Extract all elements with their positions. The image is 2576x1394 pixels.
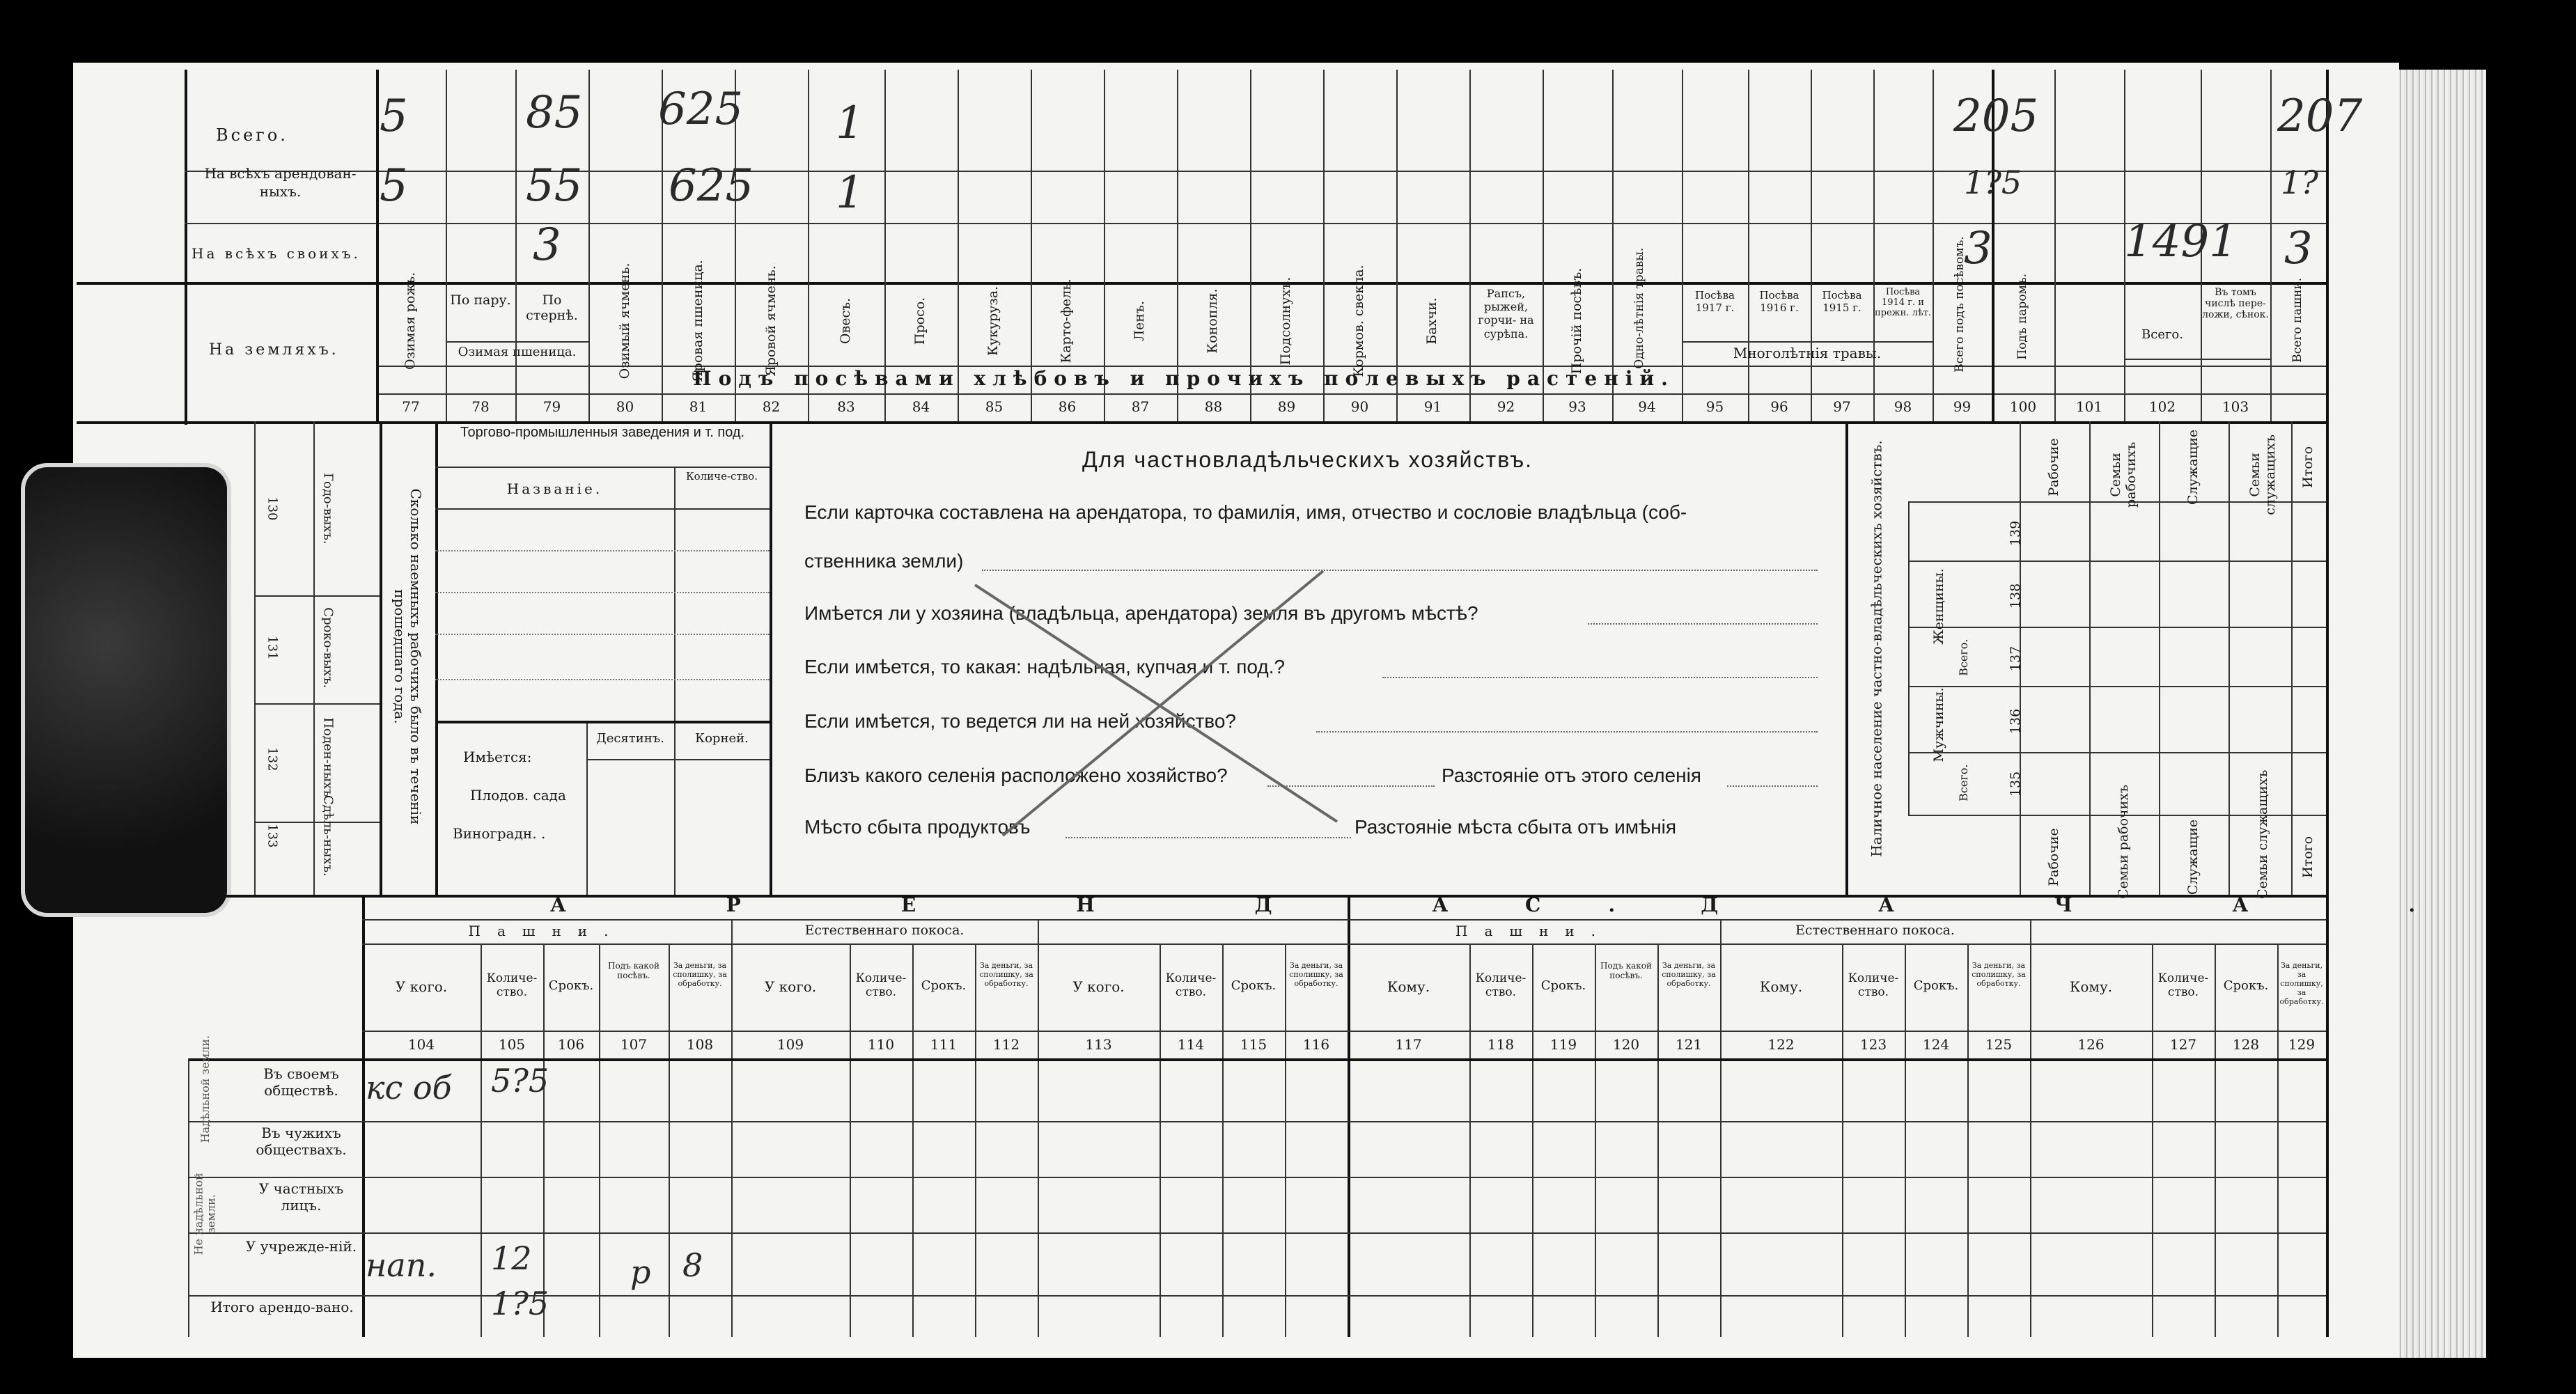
trade-has-label: Имѣется: — [463, 749, 532, 765]
hw-b-2: 5?5 — [491, 1062, 549, 1099]
worker-label-srokovyh: Сроко-выхъ. — [320, 607, 336, 689]
bottom-label-uchrezhdeniy: У учрежде-ній. — [245, 1238, 357, 1255]
bottom-label-itogo: Итого арендо-вано. — [210, 1299, 354, 1315]
arenda-srok-2: Срокъ. — [921, 978, 967, 993]
pop-col-footer-3: Служащие — [2185, 819, 2201, 895]
crop-num: 86 — [1058, 398, 1077, 415]
private-line-1: Если карточка составлена на арендатора, то фамилія, имя, отчество и сословіе владѣльца (соб- — [804, 501, 1687, 523]
crop-num: 78 — [471, 398, 490, 415]
private-line-4-fill — [1382, 677, 1818, 678]
pop-vsego-men: Всего. — [1956, 764, 1970, 801]
bottom-label-chastnyh: У частныхъ лицъ. — [258, 1180, 344, 1214]
arenda-srok-3: Срокъ. — [1231, 978, 1277, 993]
crop-num: 96 — [1770, 398, 1788, 415]
lease-num: 122 — [1767, 1036, 1795, 1053]
crop-subheader-ozimaya: Озимая пшеница. — [458, 345, 577, 359]
lease-num: 105 — [498, 1036, 526, 1053]
lease-num: 124 — [1922, 1036, 1950, 1053]
pop-col-header-4: Семьи служащихъ — [2247, 434, 2278, 515]
crop-header-96: Посѣва 1916 г. — [1759, 289, 1800, 314]
pop-col-footer-2: Семьи рабочихъ — [2116, 784, 2132, 899]
private-line-5-fill — [1316, 731, 1818, 733]
arenda-pokos: Естественнаго покоса. — [804, 923, 965, 938]
crop-num: 99 — [1953, 398, 1972, 415]
lease-num: 106 — [557, 1036, 585, 1053]
hw-r1-2: 85 — [526, 87, 583, 139]
sdacha-qty-1: Количе-ство. — [1475, 971, 1527, 999]
hw-r2-1: 5 — [380, 160, 408, 212]
lease-num: 113 — [1085, 1036, 1112, 1053]
lease-num: 111 — [930, 1036, 958, 1053]
private-line-7b: Разстояніе мѣста сбыта отъ имѣнія — [1355, 816, 1677, 838]
sdacha-pod-1: Подъ какой посѣвъ. — [1600, 961, 1652, 980]
sdacha-srok-1: Срокъ. — [1540, 978, 1586, 993]
arenda-title: АРЕНДА. — [550, 893, 1776, 916]
hw-r2-5: 1?5 — [1964, 164, 2022, 201]
sdacha-pokos: Естественнаго покоса. — [1795, 923, 1955, 938]
lease-num: 109 — [776, 1036, 804, 1053]
crop-num: 89 — [1277, 398, 1296, 415]
arenda-zadengi-3: За деньги, за сполишку, за обработку. — [1289, 961, 1343, 988]
arenda-qty-2: Количе-ство. — [855, 971, 907, 999]
hw-r3-1: 3 — [533, 219, 561, 271]
crop-num: 102 — [2148, 398, 2176, 415]
private-line-7: Мѣсто сбыта продуктовъ — [804, 816, 1031, 838]
worker-label-sdelnyh: Сдѣль-ныхъ. — [320, 795, 336, 877]
crop-num: 90 — [1350, 398, 1369, 415]
crop-num: 87 — [1131, 398, 1150, 415]
sdacha-title: СДАЧА. — [1525, 893, 2576, 916]
crop-header-103: Всего пашни. — [2290, 277, 2305, 363]
sdacha-zadengi-3: За деньги, за сполишку, за обработку. — [2279, 961, 2324, 1006]
hw-r1-5: 205 — [1953, 91, 2039, 142]
trade-col-qty: Количе-ство. — [686, 470, 758, 483]
cross-out-mark — [961, 557, 1351, 849]
population-women: Женщины. — [1931, 568, 1947, 645]
bottom-side-ne-nadelnoy: Не надѣльной земли. — [192, 1173, 218, 1255]
sdacha-pashni: Пашни. — [1455, 923, 1612, 939]
hw-r2-3: 625 — [669, 160, 754, 212]
private-line-4: Если имѣется, то какая: надѣльная, купчая и т. под.? — [804, 656, 1286, 678]
crop-header-78: По пару. — [450, 292, 511, 308]
crop-num: 94 — [1638, 398, 1656, 415]
pop-num-135: 135 — [2008, 771, 2024, 797]
pop-num-136: 136 — [2008, 708, 2024, 735]
private-title: Для частновладѣльческихъ хозяйствъ. — [1082, 447, 1533, 472]
hw-b-6: р — [630, 1253, 651, 1291]
hw-b-5: 1?5 — [491, 1285, 549, 1322]
crop-header-77: Озимая рожь. — [403, 272, 419, 370]
pop-col-header-2: Семьи рабочихъ — [2108, 441, 2139, 508]
crop-num: 92 — [1497, 398, 1515, 415]
lease-num: 128 — [2232, 1036, 2260, 1053]
crop-header-82: Яровой ячмень. — [763, 265, 779, 377]
trade-title: Торгово-промышленныя заведения и т. под. — [460, 425, 745, 440]
sdacha-qty-2: Количе-ство. — [1848, 971, 1899, 999]
worker-num-132: 132 — [265, 747, 280, 772]
hw-b-7: 8 — [682, 1246, 703, 1284]
hw-r2-4: 1 — [836, 167, 864, 219]
crop-num: 80 — [616, 398, 634, 415]
sdacha-zadengi-1: За деньги, за сполишку, за обработку. — [1662, 961, 1716, 988]
crop-num: 85 — [985, 398, 1004, 415]
crop-header-93: Прочій посѣвъ. — [1569, 267, 1585, 375]
crop-header-83: Овесъ. — [838, 297, 854, 345]
lease-num: 114 — [1177, 1036, 1205, 1053]
crop-num: 101 — [2075, 398, 2103, 415]
pop-num-139: 139 — [2008, 520, 2024, 547]
crop-header-84: Просо. — [912, 297, 928, 345]
pop-col-footer-4: Семьи служащихъ — [2255, 769, 2271, 899]
worker-num-131: 131 — [265, 636, 280, 660]
crop-num: 82 — [762, 398, 781, 415]
lease-num: 115 — [1240, 1036, 1267, 1053]
population-title: Наличное население частно-владѣльческихъ хозяйствъ. — [1868, 440, 1885, 857]
lease-num: 127 — [2169, 1036, 2197, 1053]
crop-header-79: По стернѣ. — [526, 292, 578, 323]
lease-num: 116 — [1302, 1036, 1330, 1053]
sdacha-komu-1: Кому. — [1387, 978, 1430, 995]
crop-num: 95 — [1705, 398, 1724, 415]
crop-header-81: Яровая пшеница. — [690, 260, 706, 382]
crop-num: 93 — [1568, 398, 1586, 415]
arenda-pod-1: Подъ какой посѣвъ. — [608, 961, 659, 980]
trade-col-name: Названіе. — [506, 480, 603, 497]
private-line-6b: Разстояніе отъ этого селенія — [1442, 765, 1701, 786]
crop-num: 91 — [1423, 398, 1442, 415]
lease-num: 120 — [1612, 1036, 1640, 1053]
pop-col-footer-5: Итого — [2300, 836, 2316, 878]
crop-header-89: Подсолнухъ. — [1278, 276, 1294, 366]
pop-col-header-3: Служащие — [2185, 429, 2201, 506]
lease-num: 125 — [1985, 1036, 2013, 1053]
crop-header-88: Конопля. — [1205, 288, 1221, 354]
crop-header-92: Рапсъ, рыжей, горчи- на сурѣпа. — [1478, 287, 1534, 340]
crop-header-98: Посѣва 1914 г. и прежн. лѣт. — [1875, 287, 1931, 318]
pop-num-137: 137 — [2008, 645, 2024, 672]
sdacha-komu-3: Кому. — [2069, 978, 2113, 995]
hw-r1-3: 625 — [658, 84, 744, 135]
private-line-6b-fill — [1727, 785, 1818, 787]
private-line-3-fill — [1588, 623, 1818, 625]
lease-num: 107 — [620, 1036, 648, 1053]
worker-num-130: 130 — [265, 496, 280, 521]
arenda-qty-1: Количе-ство. — [486, 971, 538, 999]
crop-header-91: Бахчи. — [1424, 297, 1440, 345]
sdacha-qty-3: Количе-ство. — [2157, 971, 2209, 999]
arenda-qty-3: Количе-ство. — [1165, 971, 1217, 999]
crop-header-90: Кормов. свекла. — [1351, 265, 1367, 377]
lease-num: 117 — [1395, 1036, 1422, 1053]
lease-num: 110 — [867, 1036, 895, 1053]
sdacha-srok-3: Срокъ. — [2223, 978, 2269, 993]
lease-num: 108 — [686, 1036, 714, 1053]
crop-banner: Подъ посѣвами хлѣбовъ и прочихъ полевыхъ растеній. — [693, 367, 1675, 390]
arenda-u-kogo-3: У кого. — [1072, 978, 1125, 995]
crop-header-99: Всего подъ посѣвомъ. — [1953, 236, 1967, 373]
arenda-pashni: Пашни. — [468, 923, 625, 939]
private-line-2: ственника земли) — [804, 550, 964, 572]
lease-num: 118 — [1487, 1036, 1515, 1053]
crop-header-86: Карто-фель. — [1059, 279, 1075, 363]
pop-num-138: 138 — [2008, 583, 2024, 609]
crop-header-87: Ленъ. — [1132, 300, 1148, 341]
worker-label-godovyh: Годо-выхъ. — [320, 473, 336, 545]
crop-num: 77 — [402, 398, 420, 415]
pop-col-header-1: Рабочие — [2046, 438, 2062, 496]
bottom-label-svoem: Въ своемъ обществѣ. — [263, 1065, 339, 1099]
crop-header-100: Подъ паромъ. — [2015, 273, 2030, 360]
lease-num: 123 — [1859, 1036, 1887, 1053]
crop-subheader-mnogoletnie: Многолѣтнія травы. — [1733, 345, 1882, 361]
hw-r2-2: 55 — [526, 160, 583, 212]
hw-r3-3: 1491 — [2124, 216, 2238, 267]
crop-header-80: Озимый ячмень. — [617, 263, 633, 379]
crop-header-95: Посѣва 1917 г. — [1695, 289, 1735, 314]
bottom-label-chuzhih: Въ чужихъ обществахъ. — [256, 1125, 347, 1158]
crop-num: 84 — [912, 398, 930, 415]
hw-r1-4: 1 — [836, 97, 864, 149]
crop-num: 97 — [1833, 398, 1851, 415]
binding-tab — [21, 463, 231, 917]
hw-r2-6: 1? — [2281, 164, 2318, 201]
crop-num: 81 — [689, 398, 708, 415]
hw-r3-4: 3 — [2284, 223, 2313, 274]
crop-header-102: Въ томъ числѣ пере-ложи, сѣнок. — [2202, 287, 2269, 320]
arenda-zadengi-2: За деньги, за сполишку, за обработку. — [979, 961, 1033, 988]
hw-b-1: кс об — [366, 1069, 452, 1106]
row-label-svoih: На всѣхъ своихъ. — [192, 245, 361, 262]
sdacha-zadengi-2: За деньги, за сполишку, за обработку. — [1972, 961, 2026, 988]
sdacha-komu-2: Кому. — [1759, 978, 1803, 995]
crop-num: 88 — [1204, 398, 1223, 415]
worker-num-133: 133 — [265, 824, 280, 848]
arenda-u-kogo-1: У кого. — [395, 978, 448, 995]
sdacha-srok-2: Срокъ. — [1913, 978, 1959, 993]
crop-header-97: Посѣва 1915 г. — [1822, 289, 1862, 314]
private-line-5: Если имѣется, то ведется ли на ней хозяйство? — [804, 710, 1236, 732]
pop-vsego-women: Всего. — [1956, 639, 1970, 676]
lease-num: 121 — [1675, 1036, 1703, 1053]
private-line-3: Имѣется ли у хозяина (владѣльца, арендатора) земля въ другомъ мѣстѣ? — [804, 602, 1478, 624]
crop-num: 103 — [2222, 398, 2249, 415]
crop-header-101: Всего. — [2141, 327, 2183, 342]
pop-col-footer-1: Рабочие — [2046, 828, 2062, 886]
arenda-u-kogo-2: У кого. — [764, 978, 817, 995]
hw-r3-2: 3 — [1964, 223, 1992, 274]
hw-r1-1: 5 — [380, 91, 408, 142]
hw-b-4: 12 — [491, 1239, 532, 1277]
crop-num: 83 — [837, 398, 855, 415]
row-label-vsego: Всего. — [216, 125, 288, 145]
lease-num: 112 — [992, 1036, 1020, 1053]
lease-num: 119 — [1549, 1036, 1577, 1053]
trade-col-desyatin: Десятинъ. — [596, 731, 664, 746]
lease-num: 126 — [2077, 1036, 2105, 1053]
pop-col-header-5: Итого — [2300, 446, 2316, 488]
trade-garden: Плодов. сада — [470, 787, 566, 804]
hw-b-3: нап. — [366, 1246, 437, 1284]
trade-vineyard: Виноградн. . — [453, 825, 546, 842]
crop-header-85: Кукуруза. — [985, 285, 1001, 356]
worker-title: Сколько наемныхъ рабочихъ было въ теченіи прошедшаго года. — [391, 488, 424, 825]
row-label-arendovannyh: На всѣхъ арендован-ныхъ. — [204, 165, 357, 200]
crop-num: 98 — [1894, 398, 1912, 415]
arenda-zadengi-1: За деньги, за сполишку, за обработку. — [673, 961, 727, 988]
crop-num: 100 — [2009, 398, 2037, 415]
crop-header-94: Одно-лѣтнія травы. — [1632, 247, 1647, 369]
hw-r1-6: 207 — [2277, 91, 2363, 142]
lease-num: 129 — [2288, 1036, 2316, 1053]
population-men: Мужчины. — [1931, 687, 1947, 762]
row-label-zemlyah: На земляхъ. — [209, 341, 339, 359]
trade-col-korney: Корней. — [695, 731, 749, 746]
arenda-srok-1: Срокъ. — [548, 978, 594, 993]
private-line-6: Близъ какого селенія расположено хозяйство? — [804, 765, 1228, 786]
worker-label-podennyh: Поден-ныхъ. — [320, 717, 336, 801]
bottom-side-nadelnoy: Надѣльной земли. — [198, 1035, 212, 1143]
lease-num: 104 — [407, 1036, 435, 1053]
crop-num: 79 — [542, 398, 561, 415]
